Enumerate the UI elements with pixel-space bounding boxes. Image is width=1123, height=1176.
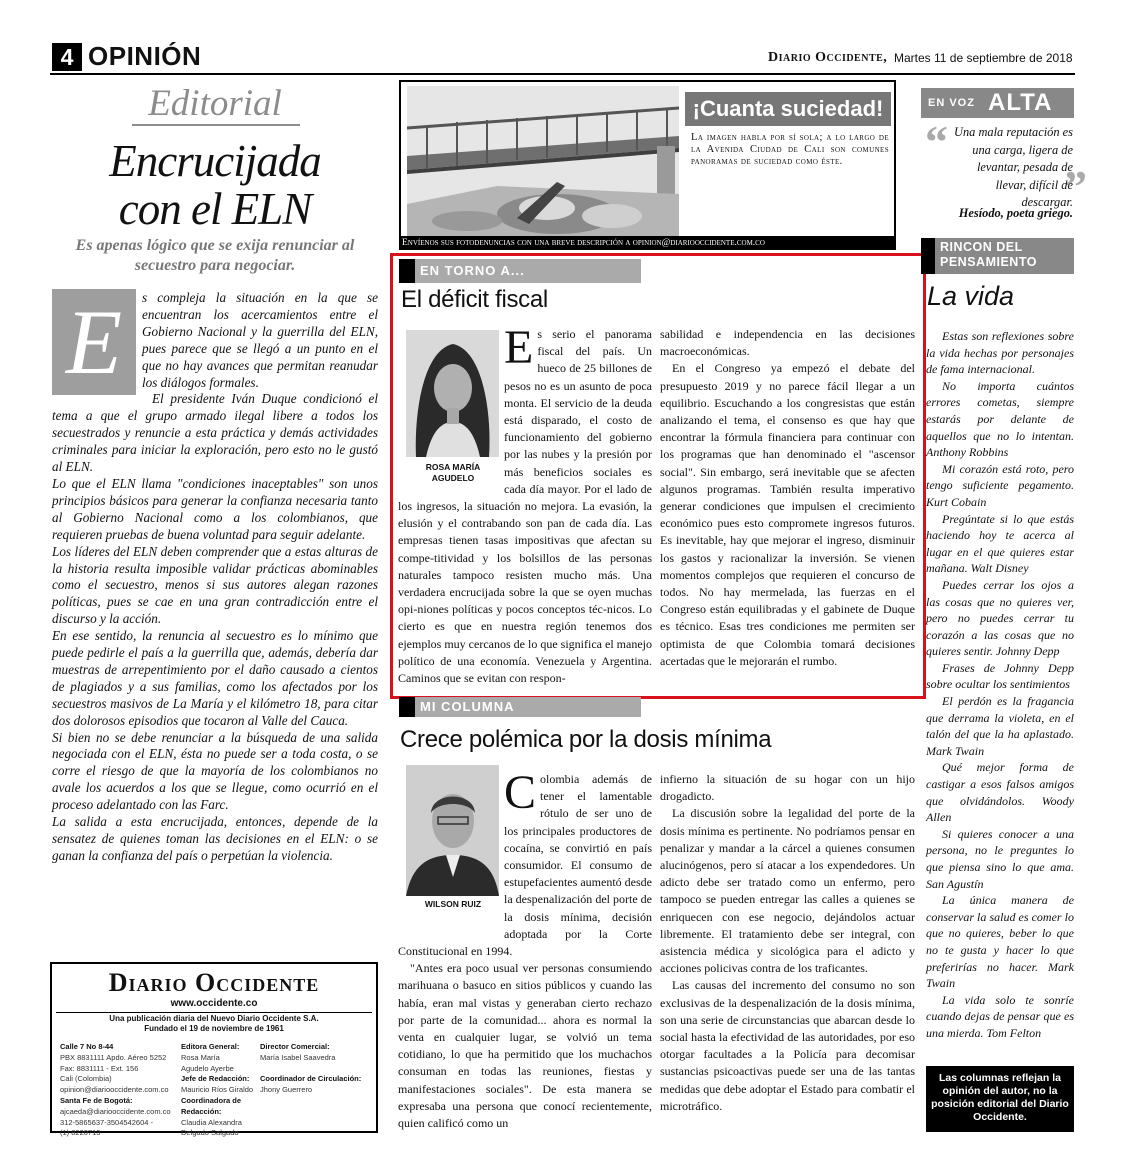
author-name: WILSON RUIZ [424,899,482,909]
editorial-paragraph: s compleja la situación en la que se encuentran los acercamientos entre el Gobierno Nacional y la guerrilla del ELN, pues parece que se llegó a un punto en el que no hay avances que permitan reanudar los diálogos formales. [142,290,378,390]
editorial-paragraph: El presidente Iván Duque condicionó el tema a que el grupo armado ilegal libere a todos los secuestrados y renuncie a esta práctica y demás actividades criminales para iniciar la exploración, pero esto no le gustó al ELN. [52,391,378,475]
paper-name: Diario Occidente, [768,50,888,65]
close-quote-icon: ” [1064,161,1087,212]
address: Calle 7 No 8-44 [60,1042,114,1051]
quote-kicker: EN VOZ [928,97,975,109]
author-photo [406,330,499,457]
photo-report-image [407,86,679,236]
thought-item: Si quieres conocer a una persona, no le preguntes lo que piensa sino lo que ama. San Agustín [926,826,1074,891]
editorial-paragraph: Lo que el ELN llama "condiciones inaceptables" son unos principios básicos para generar la confianza necesaria tanto al Gobierno Nacional como a los colombianos, que requieren pruebas de buena voluntad para seguir adelante. [52,475,378,542]
director-name: María Isabel Saavedra [260,1052,336,1062]
phone2: (1) 8220713 [60,1128,101,1138]
email-link[interactable]: opinion@diariooccidente.com.co [60,1085,169,1095]
fax: Fax: 8831111 - Ext. 156 [60,1063,139,1073]
thought-item: La vida solo te sonríe cuando dejas de pensar que es una mierda. Tom Felton [926,992,1074,1040]
city: Cali (Colombia) [60,1074,112,1084]
masthead-contact-col [60,1042,178,1139]
bridge-photo-illustration [407,86,679,236]
photo-report-caption: La imagen habla por sí sola; a lo largo de la Avenida Ciudad de Cali son comunes panoramas de suciedad como éste. [691,132,889,168]
editorial-kicker: Editorial [148,83,282,124]
coord-label: Redacción: [181,1106,222,1116]
thoughts-kicker-marker [921,238,935,274]
thought-item: Puedes cerrar los ojos a las cosas que no quieres ver, pero no puedes cerrar tu corazón a las cosas que no quieres sentir. Johnny Depp [926,577,1074,659]
quote-author: Hesíodo, poeta griego. [958,206,1073,220]
masthead-box [50,962,378,1138]
column-drop-cap: E [504,321,534,374]
masthead-editorial-col [181,1042,261,1139]
editorial-title-line1: Encrucijada [109,136,321,186]
disclaimer-box: Las columnas reflejan la opinión del autor, no la posición editorial del Diario Occidente. [926,1066,1074,1132]
circulation-name: Jhony Guerrero [260,1085,313,1095]
editorial-paragraph: Los líderes del ELN deben comprender que a estas alturas de la historia resulta imposible validar prácticas abominables como el secuestro, menos si sus autores alegan razones políticas, pues se cae en una gran contradicción entre el discurso y la acción. [52,543,378,627]
column-paragraph: La discusión sobre la legalidad del porte de la dosis mínima es pertinente. No podríamos pensar en penalizar y mandar a la cárcel a quienes consumen alucinógenos, pero sí atacar a los expendedores. Un adicto debe ser tratado como un enfermo, pero tampoco se pueden entregar las calles a quienes se enriquecen con ese negocio, dejándolos actuar libremente. El tratamiento debe ser integral, con asistencia médica y sicológica para el adicto y acciones policivas contra de los traficantes. [660,806,915,976]
masthead-commercial-col [260,1042,372,1096]
column-paragraph: Las causas del incremento del consumo no son exclusivas de la despenalización de la dosis mínima, son una serie de circunstancias que abarcan desde lo social hasta la efectividad de las autoridades, por eso otorgar facultades a la Policía para decomisar sustancias psicoactivas puede ser una de las tantas medidas que debe adoptar el Estado para combatir el microtráfico. [660,978,915,1113]
thoughts-kicker-line: PENSAMIENTO [940,255,1037,269]
column-text: s serio el panorama fiscal del país. Un hueco de 25 billones de pesos no es un asunto de poca monta. El servicio de la deuda está disparado, el costo de funcionamiento del gobierno por las nubes y la presión por más beneficios sociales es cada día mayor. Por el lado de los ingresos, la situación no mejora. La evasión, la elusión y el contrabando son pan de cada día. Las empresas tienen tasas impositivas que afectan su compe-titividad y los bolsillos de las personas naturales tampoco resisten mucho más. Una verdadera encrucijada sobre la que se oyen muchas opi-niones políticas y pocos conceptos téc-nicos. Lo cierto es que en nuestra región tenemos dos ejemplos muy cercanos de lo que significa el manejo político de una economía. Venezuela y Argentina. Caminos que se evitan con respon- [398,327,652,686]
column-title: Crece polémica por la dosis mínima [400,726,772,753]
author-portrait-illustration [406,330,499,457]
circulation-label: Coordinador de Circulación: [260,1074,362,1084]
jefe-name: Mauricio Ríos Giraldo [181,1085,254,1095]
director-label: Director Comercial: [260,1042,330,1051]
publisher-line: Una publicación diaria del Nuevo Diario Occidente S.A. [109,1014,319,1023]
masthead-website[interactable]: www.occidente.co [170,998,258,1009]
column-body-right [660,326,915,670]
editorial-deck: Es apenas lógico que se exija renunciar al secuestro para negociar. [75,237,355,274]
thought-item: La única manera de conservar la salud es comer lo que no quieres, beber lo que no te gusta y hacer lo que preferirías no hacer. Mark Twain [926,893,1074,991]
column-body-right [660,771,915,1115]
thoughts-kicker-line: RINCON DEL [940,240,1023,254]
column-kicker-marker [399,259,415,283]
thought-item: Estas son reflexiones sobre la vida hechas por personajes de fama internacional. [926,329,1074,377]
column-paragraph: infierno la situación de su hogar con un hijo drogadicto. [660,772,915,804]
author-name: ROSA MARÍA AGUDELO [425,462,481,483]
pbx: PBX 8831111 Apdo. Aéreo 5252 [60,1052,167,1062]
editor-label: Editora General: [181,1042,240,1051]
header-rule [50,73,1075,75]
editorial-paragraph: Si bien no se debe renunciar a la búsqueda de una salida negociada con el ELN, ésta no puede ser a toda costa, o se corre el riesgo de que la mayoría de los colombianos no avale los acuerdos a los que se llegue, como ocurrió en el proceso adelantado con las Farc. [52,729,378,813]
masthead-name: Diario Occidente [108,968,320,997]
section-title: OPINIÓN [88,41,202,71]
coord-name: Claudia Alexandra [181,1117,242,1127]
founded-line: Fundado el 19 de noviembre de 1961 [144,1024,284,1033]
editorial-paragraph: La salida a esta encrucijada, entonces, depende de la sensatez de quienes toman las decisiones en el ELN: o se ganan la confianza del país o perpetúan la violencia. [52,814,378,863]
coord-label: Coordinadora de [181,1095,242,1105]
thought-item: No importa cuántos errores cometas, siempre estarás por delante de aquellos que no lo intentan. Anthony Robbins [926,378,1074,460]
bogota-email[interactable]: ajcaeda@diariooccidente.com.co [60,1106,171,1116]
column-paragraph: "Antes era poco usual ver personas consumiendo marihuana o basuco en sitios públicos y cuando las había, eran mal vistas y generaban cierto rechazo por parte de la comunidad... ahora es normal la venta en cualquier lugar, se volvió un tema cotidiano, lo que ha permitido que los muchachos consuman en todas las reuniones, fiestas y manifestaciones sociales". De esta manera se expresaba una persona que conocí recientemente, quien calificó como un [398,961,652,1131]
quote-kicker-big: ALTA [988,89,1053,116]
masthead-rule [56,1012,372,1013]
editorial-title-line2: con el ELN [118,184,312,234]
author-portrait-illustration [406,765,499,896]
column-paragraph: sabilidad e independencia en las decisiones macroeconómicas. [660,327,915,359]
thoughts-kicker [940,240,1037,270]
column-drop-cap: C [504,766,537,819]
column-kicker: EN TORNO A... [420,263,525,278]
column-kicker: MI COLUMNA [420,699,515,714]
thoughts-body [926,328,1074,1042]
thought-item: Mi corazón está roto, pero tengo suficiente pegamento. Kurt Cobain [926,461,1074,509]
editor-name: Rosa María [181,1052,220,1062]
editorial-kicker-rule [132,124,300,126]
column-kicker-marker [399,697,415,717]
editorial-drop-cap: E [52,289,136,395]
editor-name: Agudelo Ayerbe [181,1063,234,1073]
photo-report-box [399,80,896,250]
masthead-publisher [52,1014,376,1034]
page-number: 4 [52,43,82,71]
column-title: El déficit fiscal [401,286,548,313]
bogota-label: Santa Fe de Bogotá: [60,1095,133,1105]
photo-report-footer: Envíenos sus fotodenuncias con una breve descripción a opinion@diariooccidente.com.co [399,236,896,250]
thought-item: Qué mejor forma de castigar a esos falsos amigos que olvidándolos. Woody Allen [926,760,1074,825]
column-paragraph: En el Congreso ya empezó el debate del presupuesto 2019 y no parece fácil llegar a un equilibrio. Escuchando a los congresistas que están analizando el tema, el consenso es que hay que encontrar la fórmula financiera para continuar con los programas que han denominado el "ascensor social". Sin embargo, será inevitable que se afecten algunos programas. También resulta imperativo generar condiciones que impulsen el crecimiento económico pues esto compromete ingresos futuros. Es inevitable, hay que mejorar el ingreso, disminuir los gastos y racionalizar la inversión. Se vienen momentos complejos que requieren el concurso de todos. No hay mermelada, las fuerzas en el Congreso están equilibradas y el gabinete de Duque es técnico. Esas tres condiciones me permiten ser optimista de que Colombia tomará decisiones acertadas que le mejorarán el rumbo. [660,361,915,668]
thought-item: Frases de Johnny Depp sobre ocultar los sentimientos [926,660,1074,692]
open-quote-icon: “ [925,116,948,167]
photo-report-title: ¡Cuanta suciedad! [692,96,884,121]
author-photo [406,765,499,896]
quote-text: Una mala reputación es una carga, ligera de levantar, pesada de llevar, difícil de descargar. [954,125,1073,209]
issue-date: Martes 11 de septiembre de 2018 [894,51,1073,65]
jefe-label: Jefe de Redacción: [181,1074,250,1084]
thought-item: Pregúntate si lo que estás haciendo hoy te acerca al lugar en el que quieres estar mañana. Walt Disney [926,511,1074,576]
editorial-paragraph: En ese sentido, la renuncia al secuestro es lo mínimo que puede pedirle el país a la guerrilla que, además, debería dar muestras de arrepentimiento por el daño causado a cientos de plagiados y a sus familias, como los afectados por los secuestros masivos de La María y el kilómetro 18, para citar dos dolorosos episodios que tocaron al Valle del Cauca. [52,628,378,728]
thoughts-title: La vida [927,281,1015,311]
editorial-title [50,137,380,233]
phones: 312-5865637-3504542604 - [60,1117,153,1127]
thought-item: El perdón es la fragancia que derrama la violeta, en el talón del que la ha aplastado. Mark Twain [926,694,1074,758]
coord-name: Delgado Salgado [181,1128,239,1138]
column-text: olombia además de tener el lamentable rótulo de ser uno de los principales productores de cocaína, se convirtió en país consumidor. El consumo de estupefacientes aumentó desde la despenalización del porte de la dosis mínima, decisión adoptada por la Corte Constitucional en 1994. [398,772,652,959]
